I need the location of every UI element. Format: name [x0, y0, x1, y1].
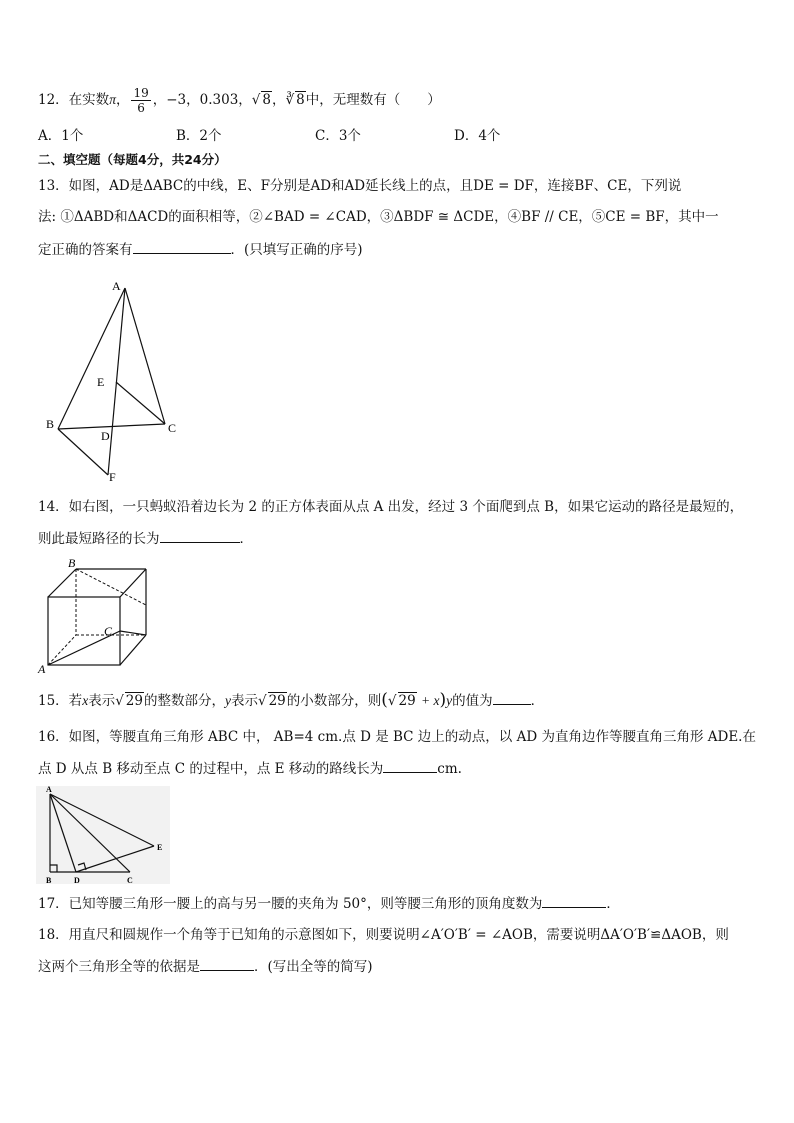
q15-text-f: 的值为 [452, 693, 493, 709]
q15-text-c: 的整数部分， [143, 693, 225, 709]
q16-answer-blank[interactable] [383, 758, 437, 773]
q13-label-f: F [109, 470, 116, 484]
q15-var-y-2: y [446, 693, 453, 708]
q12-repeating-decimal: 0.303 [199, 92, 239, 108]
q18-answer-blank[interactable] [200, 956, 254, 971]
q13-line3 [38, 239, 363, 260]
q15-sqrt29-2: 29 [268, 693, 286, 709]
q13-label-e: E [97, 375, 105, 389]
q12-option-b[interactable]: B．2个 [176, 128, 222, 144]
q14-label-a: A [38, 662, 46, 675]
q14-label-b: B [68, 557, 76, 570]
q14-line2 [38, 528, 253, 549]
q13-label-d: D [101, 429, 110, 443]
q15-answer-blank[interactable] [493, 690, 531, 705]
q14-line2-text: 则此最短路径的长为 [38, 531, 160, 547]
q13-line2: 法: ①ΔABD和ΔACD的面积相等，②∠BAD = ∠CAD，③ΔBDF ≅ ΔCDE，④BF // CE，⑤CE = BF，其中一 [38, 209, 719, 225]
q15-text-e: 的小数部分，则 [286, 693, 382, 709]
q13-line3-text: 定正确的答案有 [38, 242, 133, 258]
q13-label-c: C [168, 421, 177, 435]
q12-stem: 12．在实数π， $\frac{19}{6}$ ，−3，0.303，√ 8，∛ 8中，无理数有（ ） [38, 86, 441, 115]
q15-var-x: x [82, 693, 89, 708]
q12-frac-num: 19 [133, 86, 149, 100]
q12-cbrt8: 8 [296, 92, 305, 108]
q13-figure [40, 278, 190, 488]
q17-text: 17．已知等腰三角形一腰上的高与另一腰的夹角为 50°，则等腰三角形的顶角度数为 [38, 896, 543, 912]
q12-suffix: 中，无理数有（ ） [305, 92, 441, 108]
q15-text-a: 15．若 [38, 693, 83, 709]
q16-line2-tail: cm. [437, 761, 462, 777]
q16-line1: 16．如图，等腰直角三角形 ABC 中， AB=4 cm.点 D 是 BC 边上的动点，以 AD 为直角边作等腰直角三角形 ADE.在 [38, 729, 756, 745]
q14-label-c: C [104, 624, 113, 638]
q15-sqrt29-3: 29 [398, 693, 416, 709]
q12-sqrt8: 8 [262, 92, 271, 108]
q16-label-d: D [74, 876, 80, 884]
q15-stem: 15．若x表示√ 29的整数部分，y表示√ 29的小数部分，则(√ 29 + x)y的值为 ． [38, 690, 545, 710]
q13-answer-blank[interactable] [133, 239, 231, 254]
q16-label-c: C [127, 876, 133, 884]
q16-line2 [38, 758, 462, 779]
q18-line2-text: 这两个三角形全等的依据是 [38, 959, 200, 975]
q16-figure [36, 786, 170, 884]
q16-label-a: A [46, 786, 52, 794]
q16-label-e: E [157, 843, 163, 852]
q17-tail: ． [606, 896, 620, 912]
q15-var-y: y [224, 693, 231, 708]
q12-fraction [131, 86, 150, 115]
q12-option-d[interactable]: D．4个 [454, 128, 501, 144]
q14-cube-figure [36, 557, 156, 675]
q17-answer-blank[interactable] [542, 893, 606, 908]
q16-line2-text: 点 D 从点 B 移动至点 C 的过程中，点 E 移动的路线长为 [38, 761, 384, 777]
q18-line1: 18．用直尺和圆规作一个角等于已知角的示意图如下，则要说明∠A′O′B′ = ∠AOB，需要说明ΔA′O′B′≌ΔAOB，则 [38, 927, 729, 943]
q13-line1: 13．如图，AD是ΔABC的中线，E、F分别是AD和AD延长线上的点，且DE = DF，连接BF、CE，下列说 [38, 178, 682, 194]
q12-frac-den: 6 [137, 101, 145, 115]
q18-line2 [38, 956, 373, 977]
q13-label-b: B [46, 417, 55, 431]
q13-label-a: A [112, 279, 121, 293]
q12-prefix: 12．在实数 [38, 92, 110, 108]
q12-pi: π [109, 92, 116, 107]
q15-text-g: ． [530, 693, 545, 709]
q15-sqrt29: 29 [125, 693, 143, 709]
q14-line1: 14．如右图，一只蚂蚁沿着边长为 2 的正方体表面从点 A 出发，经过 3 个面爬到点 B，如果它运动的路径是最短的， [38, 499, 744, 515]
q12-neg3: −3 [166, 92, 187, 108]
q18-line2-tail: ．(写出全等的简写) [254, 959, 373, 975]
q17-stem [38, 893, 620, 914]
q15-expr-tail: + x [421, 693, 440, 708]
q14-line2-tail: ． [239, 531, 253, 547]
q16-label-b: B [46, 876, 52, 884]
q15-text-b: 表示 [88, 693, 116, 709]
q12-option-c[interactable]: C．3个 [315, 128, 361, 144]
q13-line3-tail: ．(只填写正确的序号) [230, 242, 363, 258]
section-fill-in-header: 二、填空题（每题4分，共24分） [38, 152, 227, 167]
q15-text-d: 表示 [230, 693, 258, 709]
q14-answer-blank[interactable] [160, 528, 240, 543]
q12-option-a[interactable]: A．1个 [38, 128, 84, 144]
